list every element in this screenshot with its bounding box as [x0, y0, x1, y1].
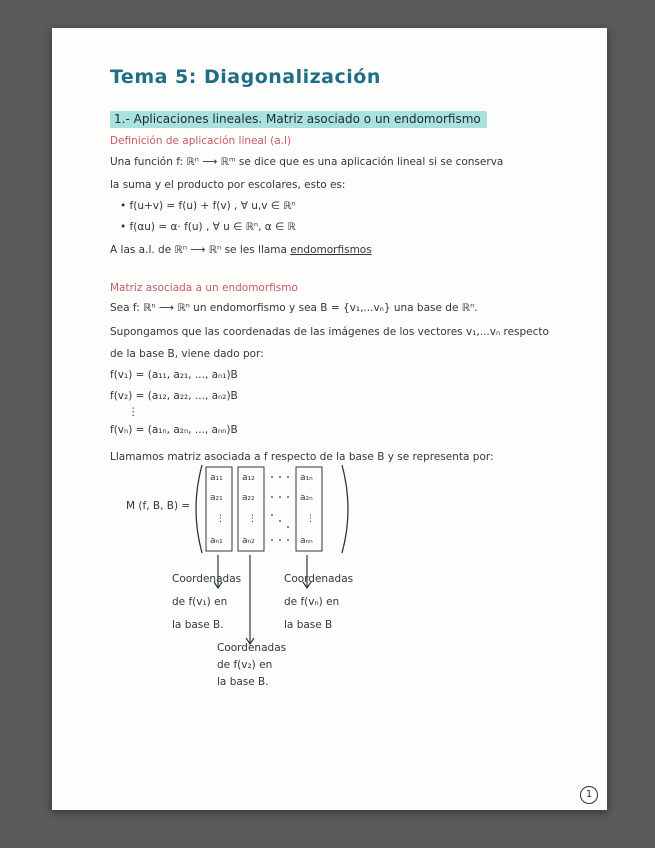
property-product: • f(αu) = α· f(u) , ∀ u ∈ ℝⁿ, α ∈ ℝ	[120, 221, 296, 233]
label-coln-line2: de f(vₙ) en	[284, 596, 340, 608]
label-col1-line3: la base B.	[172, 619, 224, 631]
matrix-line-1: Sea f: ℝⁿ ⟶ ℝⁿ un endomorfismo y sea B = {v₁,...vₙ} una base de ℝⁿ.	[110, 302, 478, 314]
vertical-dots: ⋮	[128, 406, 139, 418]
label-coln-line1: Coordenadas	[284, 573, 354, 585]
section-number: 1.-	[114, 112, 130, 126]
matrix-section-heading: Matriz asociada a un endomorfismo	[110, 282, 298, 294]
endomorphism-term: endomorfismos	[290, 244, 372, 256]
matrix-intro: Llamamos matriz asociada a f respecto de la base B y se representa por:	[110, 451, 494, 463]
associated-matrix	[192, 463, 352, 555]
image-v2: f(v₂) = (a₁₂, a₂₂, ..., aₙ₂)B	[110, 390, 238, 402]
label-col1-line1: Coordenadas	[172, 573, 242, 585]
property-sum: • f(u+v) = f(u) + f(v) , ∀ u,v ∈ ℝⁿ	[120, 200, 296, 212]
entry-dots-c1: ⋮	[216, 514, 225, 524]
matrix-label: M (f, B, B) =	[126, 500, 191, 512]
right-paren	[342, 465, 348, 553]
arrow-col2	[244, 555, 256, 647]
label-col2-line1: Coordenadas	[217, 642, 287, 654]
section-heading	[110, 112, 487, 126]
left-paren	[196, 465, 202, 553]
label-col2	[217, 640, 286, 691]
label-col1-line2: de f(v₁) en	[172, 596, 228, 608]
label-coln-line3: la base B	[284, 619, 333, 631]
section-text: Aplicaciones lineales. Matriz asociado o un endomorfismo	[133, 112, 481, 126]
page-number: 1	[580, 786, 598, 804]
definition-heading: Definición de aplicación lineal (a.l)	[110, 135, 292, 147]
entry-an1: aₙ₁	[210, 536, 223, 546]
entry-a1n: a₁ₙ	[300, 473, 313, 483]
matrix-line-2: Supongamos que las coordenadas de las imágenes de los vectores v₁,...vₙ respecto	[110, 326, 549, 338]
matrix-line-3: de la base B, viene dado por:	[110, 348, 264, 360]
entry-a11: a₁₁	[210, 473, 223, 483]
section-highlight	[110, 111, 487, 128]
label-col1	[172, 568, 241, 637]
entry-a12: a₁₂	[242, 473, 255, 483]
label-col2-line3: la base B.	[217, 676, 269, 688]
entry-dots-c2: ⋮	[248, 514, 257, 524]
image-v1: f(v₁) = (a₁₁, a₂₁, ..., aₙ₁)B	[110, 369, 238, 381]
image-vn: f(vₙ) = (a₁ₙ, a₂ₙ, ..., aₙₙ)B	[110, 424, 238, 436]
page-title: Tema 5: Diagonalización	[110, 66, 381, 88]
definition-line-2: la suma y el producto por escolares, esto es:	[110, 179, 346, 191]
endomorphism-definition	[110, 244, 372, 256]
entry-an2: aₙ₂	[242, 536, 255, 546]
label-coln	[284, 568, 353, 637]
label-col2-line2: de f(v₂) en	[217, 659, 273, 671]
notebook-page	[52, 28, 607, 810]
entry-a22: a₂₂	[242, 493, 255, 503]
entry-a2n: a₂ₙ	[300, 493, 313, 503]
definition-line-1: Una función f: ℝⁿ ⟶ ℝᵐ se dice que es una aplicación lineal si se conserva	[110, 156, 504, 168]
entry-dots-cn: ⋮	[306, 514, 315, 524]
entry-a21: a₂₁	[210, 493, 223, 503]
endomorphism-prefix: A las a.l. de ℝⁿ ⟶ ℝⁿ se les llama	[110, 244, 287, 256]
entry-ann: aₙₙ	[300, 536, 313, 546]
